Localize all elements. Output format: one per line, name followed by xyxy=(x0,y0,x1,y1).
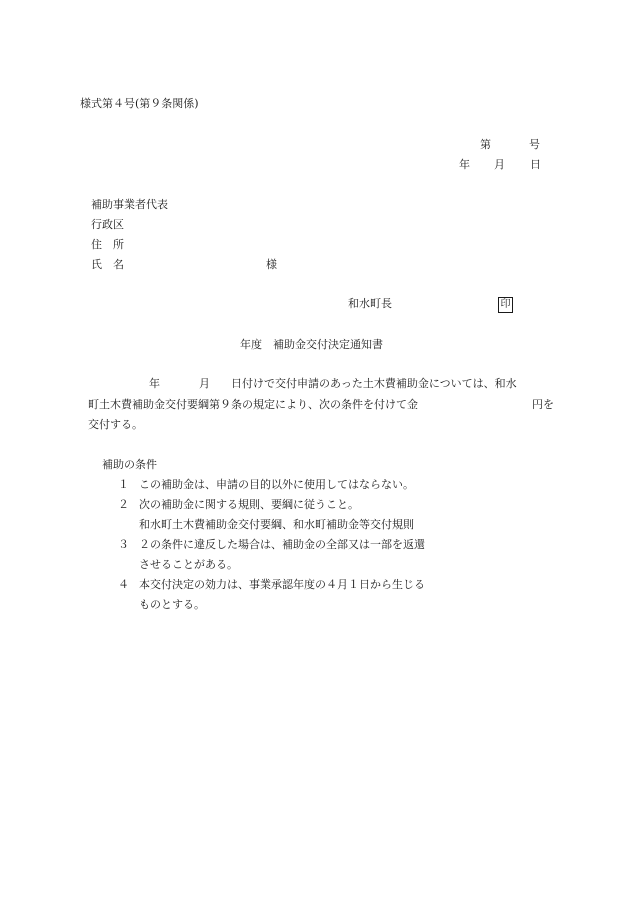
seal-mark: 印 xyxy=(498,297,513,313)
condition-number: １ xyxy=(118,478,129,491)
condition-number: ４ xyxy=(118,578,129,591)
date-month-label: 月 xyxy=(494,158,505,171)
body-line-1: 日付けで交付申請のあった土木費補助金については、和水 xyxy=(231,377,517,390)
addressee-name-label: 氏 名 xyxy=(91,258,124,271)
body-line-3: 交付する。 xyxy=(88,418,143,431)
condition-number: ３ xyxy=(118,538,129,551)
addressee-district: 行政区 xyxy=(91,218,124,231)
conditions-heading: 補助の条件 xyxy=(102,458,157,471)
date-day-label: 日 xyxy=(530,158,541,171)
condition-number: ２ xyxy=(118,498,129,511)
form-label: 様式第４号(第９条関係) xyxy=(80,97,199,110)
condition-text: 次の補助金に関する規則、要綱に従うこと。 xyxy=(139,498,359,511)
document-title: 年度 補助金交付決定通知書 xyxy=(240,338,383,351)
condition-text: させることがある。 xyxy=(139,558,238,571)
condition-text: この補助金は、申請の目的以外に使用してはならない。 xyxy=(139,478,414,491)
document-number-suffix: 号 xyxy=(529,138,540,151)
condition-text: 本交付決定の効力は、事業承認年度の４月１日から生じる xyxy=(139,578,425,591)
date-year-label: 年 xyxy=(459,158,470,171)
body-month-label: 月 xyxy=(199,377,210,390)
body-line-2: 町土木費補助金交付要綱第９条の規定により、次の条件を付けて金 xyxy=(88,398,418,411)
document-number-prefix: 第 xyxy=(480,138,491,151)
addressee-address-label: 住 所 xyxy=(91,238,124,251)
body-amount-suffix: 円を xyxy=(532,398,554,411)
addressee-honorific: 様 xyxy=(266,258,277,271)
condition-text: 和水町土木費補助金交付要綱、和水町補助金等交付規則 xyxy=(139,518,414,531)
body-year-label: 年 xyxy=(149,377,160,390)
addressee-representative: 補助事業者代表 xyxy=(91,198,168,211)
condition-text: ものとする。 xyxy=(139,598,205,611)
condition-text: ２の条件に違反した場合は、補助金の全部又は一部を返還 xyxy=(139,538,425,551)
issuer-title: 和水町長 xyxy=(348,297,392,310)
